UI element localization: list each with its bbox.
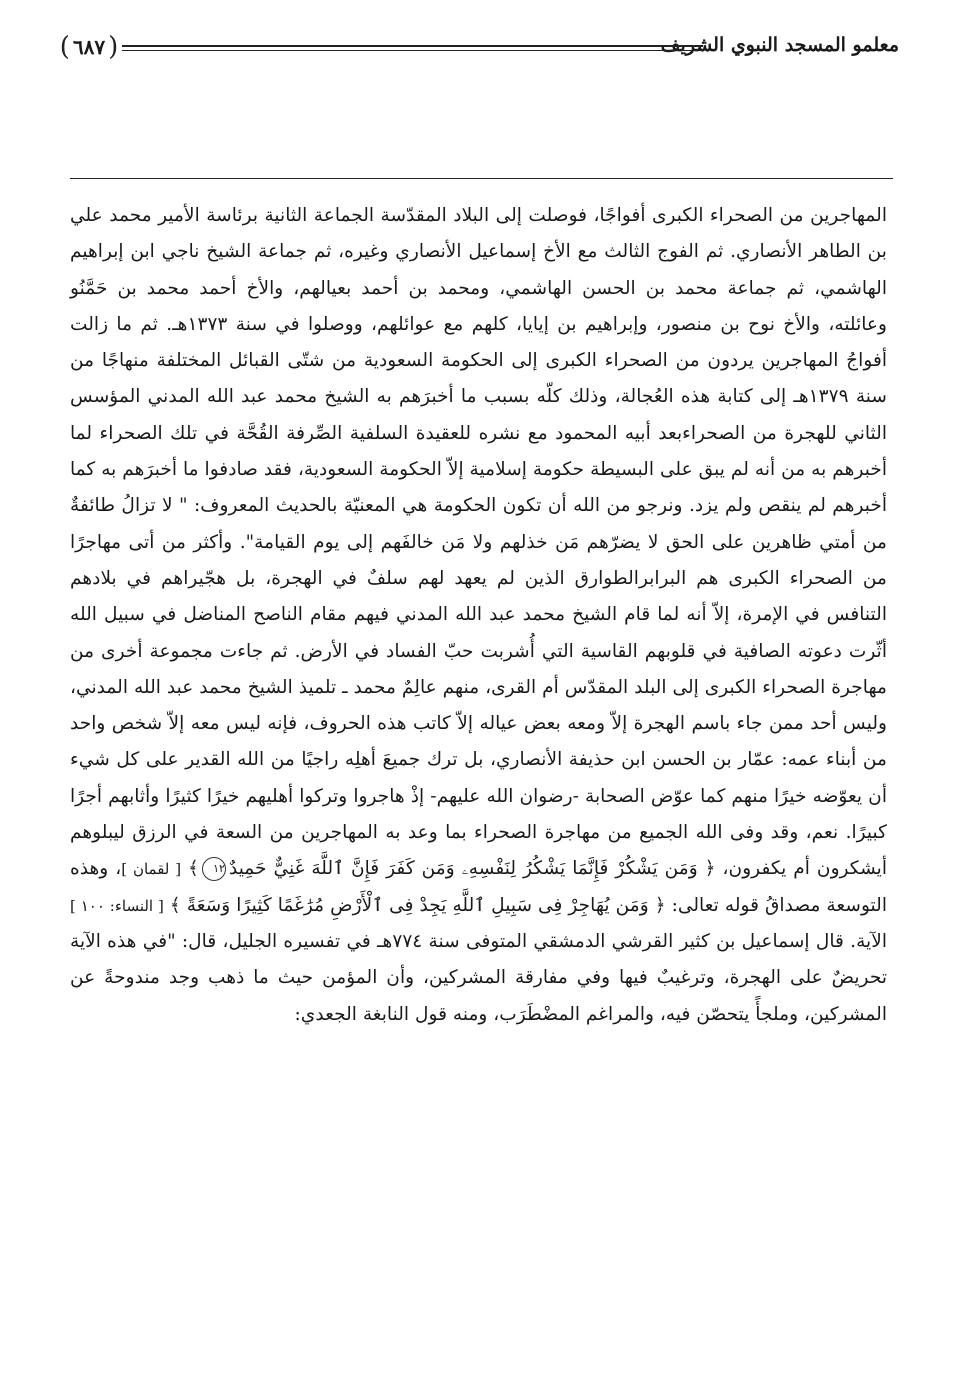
surah-reference-luqman: [ لقمان ] <box>121 860 182 879</box>
header-separator <box>70 178 893 179</box>
ayah-number-mark: ١٢ <box>202 857 226 881</box>
text-segment-1: المهاجرين من الصحراء الكبرى أفواجًا، فوصلت إلى البلاد المقدّسة الجماعة الثانية برئاسة الأمير محمد علي بن الطاهر الأنصاري. ثم الفوج الثالث مع الأخ إسماعيل الأنصاري وغيره، ثم جماعة الشيخ ناجي ابن إبراهيم الهاشمي، ثم جماعة محمد بن الحسن الهاشمي، ومحمد بن أحمد بعيالهم، والأخ أحمد محمد بن حَمَّنُو وعائلته، والأخ نوح بن منصور، وإبراهيم بن إيايا، كلهم مع عوائلهم، ووصلوا في سنة ١٣٧٣هـ. ثم ما زالت أفواجُ المهاجرين يردون من الصحراء الكبرى إلى الحكومة السعودية من شتّى القبائل المختلفة منهاجًا من سنة ١٣٧٩هـ إلى كتابة هذه العُجالة، وذلك كلّه بسبب ما أخبرَهم به الشيخ محمد عبد الله المدني المؤسس الثاني للهجرة من الصحراءبعد أبيه المحمود مع نشره للعقيدة السلفية الصِّرفة القُحَّة في تلك الصحراء لما أخبرهم به من أنه لم يبق على البسيطة حكومة إسلامية إلاّ الحكومة السعودية، فقد صادفوا ما أخبرَهم به كما أخبرهم لم ينقص ولم يزد. ونرجو من الله أن تكون الحكومة هي المعنيّة بالحديث المعروف: " لا تزالُ طائفةٌ من أمتي ظاهرين على الحق لا يضرّهم مَن خذلهم ولا مَن خالفَهم إلى يوم القيامة". وأكثر من أتى مهاجرًا من الصحراء الكبرى هم البرابرالطوارق الذين لم يعهد لهم سلفٌ في الهجرة، بل هجّيراهم في بلادهم التنافس في الإمرة، إلاّ أنه لما قام الشيخ محمد عبد الله المدني فيهم مقام الناصح المناضل في سبيل الله أثّرت دعوته الصافية في قلوبهم القاسية التي أُشربت حبّ الفساد في الأرض. ثم جاءت مجموعة أخرى من مهاجرة الصحراء الكبرى إلى البلد المقدّس أم القرى، منهم عالِمٌ محمد ـ تلميذ الشيخ محمد عبد الله المدني، وليس أحد ممن جاء باسم الهجرة إلاّ ومعه بعض عياله إلاّ كاتب هذه الحروف، فإنه ليس معه إلاّ شخص واحد من أبناء عمه: عمّار بن الحسن ابن حذيفة الأنصاري، بل ترك جميعَ أهلِه راجيًا من الله القدير على كل شيء أن يعوّضه خيرًا منهم كما عوّض الصحابة -رضوان الله عليهم- إذْ هاجروا وتركوا أهليهم خيرًا كثيرًا وأثابهم أجرًا كبيرًا. نعم، وقد وفى الله الجميع من مهاجرة الصحراء بما وعد به المهاجرين من السعة في الرزق ليبلوهم أيشكرون أم يكفرون، <box>70 205 888 880</box>
page-number-frame <box>60 30 118 64</box>
quran-verse-nisa: ﴿ وَمَن يُهَاجِرْ فِى سَبِيلِ ٱللَّهِ يَجِدْ فِى ٱلْأَرْضِ مُرَٰغَمًا كَثِيرًا وَسَعَةً ﴾ <box>169 894 666 916</box>
book-title: معلمو المسجد النبوي الشريف <box>660 34 899 56</box>
running-header <box>60 28 899 68</box>
quran-verse-luqman: ﴿ وَمَن يَشْكُرْ فَإِنَّمَا يَشْكُرُ لِنَفْسِهِۦ وَمَن كَفَرَ فَإِنَّ ٱللَّهَ غَنِيٌّ حَمِيدٌ <box>228 858 716 880</box>
paragraph <box>70 198 887 1033</box>
bracket-right-icon: ) <box>59 32 70 62</box>
main-text <box>70 198 887 1033</box>
bracket-left-icon: ( <box>108 32 119 62</box>
surah-reference-nisa: [ النساء: ١٠٠ ] <box>70 896 164 915</box>
text-segment-3: الآية. قال إسماعيل بن كثير القرشي الدمشقي المتوفى سنة ٧٧٤هـ في تفسيره الجليل، قال: "في هذه الآية تحريضٌ على الهجرة، وترغيبٌ فيها وفي مفارقة المشركين، وأن المؤمن حيث ما ذهب وجد مندوحةً عن المشركين، وملجأً يتحصّن فيه، والمراغم المضْطَرَب، ومنه قول النابغة الجعدي: <box>70 930 887 1025</box>
quran-close-bracket: ﴾ <box>188 858 199 880</box>
page-number: ٦٨٧ <box>72 35 106 59</box>
header-rule <box>122 45 703 51</box>
text-segment-2: ، وهذه التوسعة مصداقُ قوله تعالى: <box>70 858 888 916</box>
